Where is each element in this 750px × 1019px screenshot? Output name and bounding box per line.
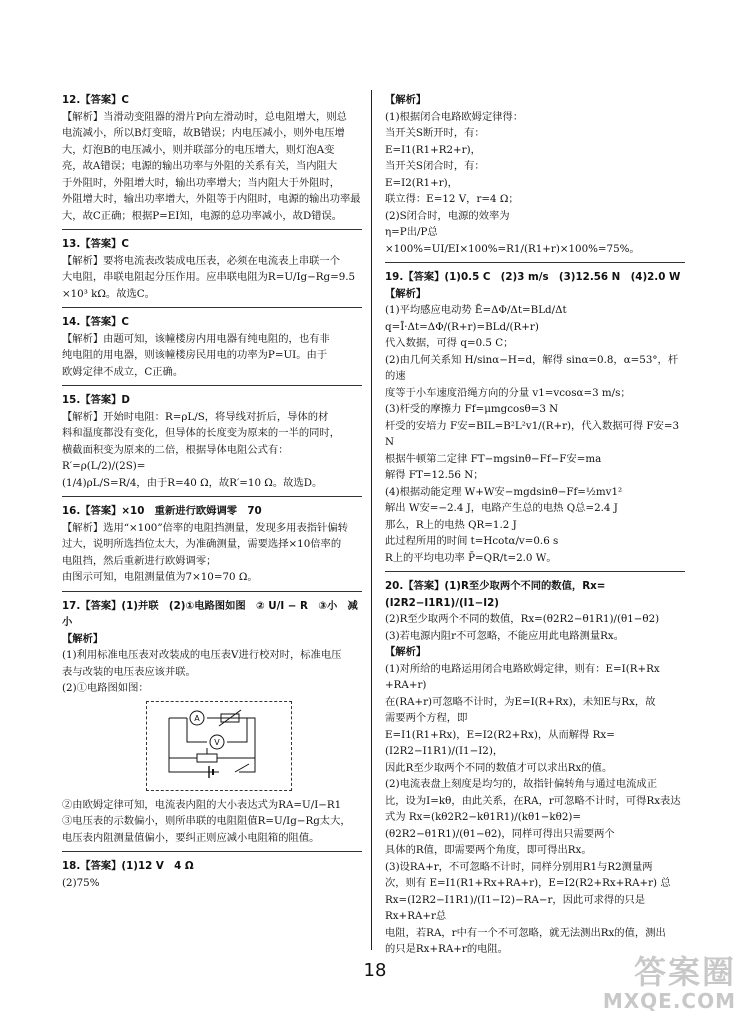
page-number: 18 [363,960,387,981]
question-18-line: (2)S闭合时，电源的效率为 [385,209,510,222]
question-19-line: 根据牛顿第二定律 FT−mgsinθ−Ff−F安=ma [385,452,602,465]
question-15-line: 横截面积变为原来的二倍，根据导体电阻公式有：R′=ρ(L/2)/(2S)= [62,443,289,472]
voltmeter-letter: V [214,737,220,747]
question-20-line: E=I1(R1+Rx)，E=I2(R2+Rx)，从而解得 Rx=(I2R2−I1R1)/(I1−I2)， [385,728,615,757]
question-12-line: 电流减小，所以B灯变暗，故B错误；内电压减小，则外电压增 [62,127,345,139]
question-20-line: 次，则有 E=I1(R1+Rx+RA+r)，E=I2(R2+Rx+RA+r) 总 [385,877,671,889]
circuit-diagram [146,701,292,791]
question-20-line: 的只是Rx+RA+r的电阻。 [385,943,509,955]
question-20-line: 具体的R值，即需要两个角度，即可得出Rx。 [385,844,592,856]
question-20-line: 需要两个方程，即 [385,712,468,724]
question-20-answer: 20.【答案】(1)R至少取两个不同的数值，Rx=(I2R2−I1R1)/(I1−I2) [385,580,606,609]
question-17-line: (2)①电路图如图： [62,682,149,694]
question-12-line: 外阻增大时，输出功率增大，外阻等于内阻时，电源的输出功率最 [62,193,361,205]
column-divider [371,90,372,950]
question-19-line: R上的平均电功率 P̄=QR/t=2.0 W。 [385,551,557,564]
watermark-url: MXQE.COM [602,989,736,1013]
question-20-line: (1)对所给的电路运用闭合电路欧姆定律，则有：E=I(R+Rx [385,662,660,675]
question-17-line: (1)利用标准电压表对改装成的电压表V进行校对时，标准电压 [62,649,342,661]
question-20-line: 比，设为I=kθ，由此关系，在RA，r可忽略不计时，可得Rx表达 [385,794,681,807]
question-15 [62,392,362,497]
question-16 [62,503,362,592]
question-18-line: η=P出/P总×100%=UI/EI×100%=R1/(R1+r)×100%=75%。 [385,226,640,255]
switch-lever [235,764,249,772]
question-12-line: 【解析】当滑动变阻器的滑片P向左滑动时，总电阻增大，则总 [62,110,347,123]
question-16-line: 【解析】选用“×100”倍率的电阻挡测量，发现多用表指针偏转 [62,521,348,534]
question-18-line: E=I2(R1+r)， [385,176,458,189]
question-19-line: 解出 W安=−2.4 J，电路产生总的电热 Q总=2.4 J [385,502,618,514]
question-18-analysis [385,92,685,263]
question-20-line: (3)设RA+r，不可忽略不计时，同样分别用R1与R2测量两 [385,860,653,873]
question-14-line: 欧姆定律不成立，C正确。 [62,365,184,378]
question-19-line: 解得 FT=12.56 N； [385,469,484,481]
question-17 [62,598,362,853]
question-20-line: 在(RA+r)可忽略不计时，为E=I(R+Rx)，未知E与Rx，故 [385,695,656,708]
question-19-line: (2)由几何关系知 H/sinα−H=d，解得 sinα=0.8，α=53°，杆的速 [385,353,679,382]
question-19-line: (4)根据动能定理 W+W安−mgdsinθ−Ff=½mv1² [385,485,623,498]
question-15-line: 【解析】开始时电阻：R=ρL/S，将导线对折后，导体的材 [62,410,329,423]
question-13-line: 【解析】要将电流表改装成电压表，必须在电流表上串联一个 [62,254,341,267]
question-19-line: 【解析】 [385,287,427,300]
question-12-line: 亮，故A错误；电源的输出功率与外阻的关系有关，当内阻大 [62,160,338,172]
right-column [385,92,685,969]
question-18-line: E=I1(R1+R2+r)， [385,143,481,156]
question-18-line: (1)根据闭合电路欧姆定律得： [385,110,524,123]
question-20-line: (2)电流表盘上刻度是均匀的，故指针偏转角与通过电流成正 [385,778,658,790]
question-19-line: 代入数据，可得 q=0.5 C； [385,337,514,349]
rheostat-symbol [197,754,217,762]
question-13-line: 大电阻，串联电阻起分压作用。应串联电阻为R=U/Ig−Rg=9.5 [62,271,356,283]
question-19-line: 杆受的安培力 F安=BIL=B²L²v1/(R+r)，代入数据可得 F安=3 N [385,419,680,448]
question-18-line: 当开关S闭合时，有： [385,160,485,172]
question-18-line: (2)75% [62,876,100,889]
question-18-analysis-label: 【解析】 [385,94,427,106]
question-19-line: (1)平均感应电动势 Ē=ΔΦ/Δt=BLd/Δt [385,304,567,316]
question-17-line: 电压表内阻测量值偏小，要纠正则应减小电阻箱的阻值。 [62,831,320,844]
question-15-line: 料和温度都没有变化，但导体的长度变为原来的一半的同时， [62,427,341,439]
question-14 [62,314,362,386]
question-16-line: 电阻挡，然后重新进行欧姆调零； [62,554,217,567]
question-18-line: 当开关S断开时，有： [385,127,485,139]
question-20-line: Rx=(I2R2−I1R1)/(I1−I2)−RA−r，因此可求得的只是Rx+RA+r总 [385,893,646,922]
watermark-text: 答案圈 [633,953,736,991]
question-16-line: 过大，说明所选挡位太大，为准确测量，需要选择×10倍率的 [62,538,342,550]
question-15-line: (1/4)ρL/S=R/4，由于R=40 Ω，故R′=10 Ω。故选D。 [62,476,323,489]
question-18-line: 联立得：E=12 V，r=4 Ω； [385,193,519,205]
question-13-line: ×10³ kΩ。故选C。 [62,287,155,300]
question-19-answer: 19.【答案】(1)0.5 C (2)3 m/s (3)12.56 N (4)2.0 W [385,271,681,283]
question-19-line: (3)杆受的摩擦力 Ff=μmgcosθ=3 N [385,403,559,415]
question-19-line: q=Ī·Δt=ΔΦ/(R+r)=BLd/(R+r) [385,320,539,333]
question-18 [62,858,362,896]
ammeter-letter: A [194,713,200,723]
question-16-line: 由图示可知，电阻测量值为7×10=70 Ω。 [62,571,258,583]
question-17-analysis-label: 【解析】 [62,632,104,645]
question-13 [62,236,362,308]
circuit-wire [169,718,255,772]
question-12-line: 大，灯泡B的电压减小，则并联部分的电压增大，则灯泡A变 [62,143,335,156]
question-12-line: 大，故C正确；根据P=EI知，电源的总功率减小，故D错误。 [62,209,343,222]
question-12-answer: 12.【答案】C [62,94,129,106]
question-19-line: 那么，R上的电热 QR=1.2 J [385,518,517,531]
question-12-line: 于外阻时，外阻增大时，输出功率增大；当内阻大于外阻时， [62,176,341,189]
question-20-line: 因此R至少取两个不同的数值才可以求出Rx的值。 [385,761,613,774]
question-20-line: (3)若电源内阻r不可忽略，不能应用此电路测量Rx。 [385,629,625,642]
question-20 [385,578,685,963]
question-20-line: 式为 Rx=(kθ2R2−kθ1R1)/(kθ1−kθ2)=(θ2R2−θ1R1)/(θ1−θ2)，同样可得出只需要两个 [385,811,615,840]
question-14-answer: 14.【答案】C [62,316,129,328]
question-20-line: +RA+r) [385,679,427,691]
question-20-line: 【解析】 [385,646,427,658]
question-19 [385,269,685,572]
question-14-line: 纯电阻的用电器，则该幢楼房民用电的功率为P=UI。由于 [62,349,328,361]
question-16-answer: 16.【答案】×10 重新进行欧姆调零 70 [62,505,262,517]
question-18-answer: 18.【答案】(1)12 V 4 Ω [62,860,194,872]
question-12 [62,92,362,230]
question-19-line: 此过程所用的时间 t=Hcotα/v=0.6 s [385,535,559,547]
question-15-answer: 15.【答案】D [62,394,130,406]
question-20-line: 电阻，若RA，r中有一个不可忽略，就无法测出Rx的值，测出 [385,926,666,939]
question-17-line: ②由欧姆定律可知，电流表内阻的大小表达式为RA=U/I−R1 [62,798,342,811]
question-20-line: (2)R至少取两个不同的数值，Rx=(θ2R2−θ1R1)/(θ1−θ2) [385,613,660,625]
watermark-logo [603,955,736,1013]
question-14-line: 【解析】由题可知，该幢楼房内用电器有纯电阻的，也有非 [62,332,330,345]
left-column [62,92,362,902]
question-19-line: 度等于小车速度沿绳方向的分量 v1=vcosα=3 m/s； [385,386,631,399]
question-17-line: ③电压表的示数偏小，则所串联的电阻阻值R=U/Ig−Rg太大， [62,815,351,827]
question-17-line: 表与改装的电压表应该并联。 [62,665,196,678]
question-17-answer: 17.【答案】(1)并联 (2)①电路图如图 ② U/I − R ③小 减小 [62,599,358,628]
circuit-diagram-svg [147,702,291,790]
question-13-answer: 13.【答案】C [62,238,129,250]
